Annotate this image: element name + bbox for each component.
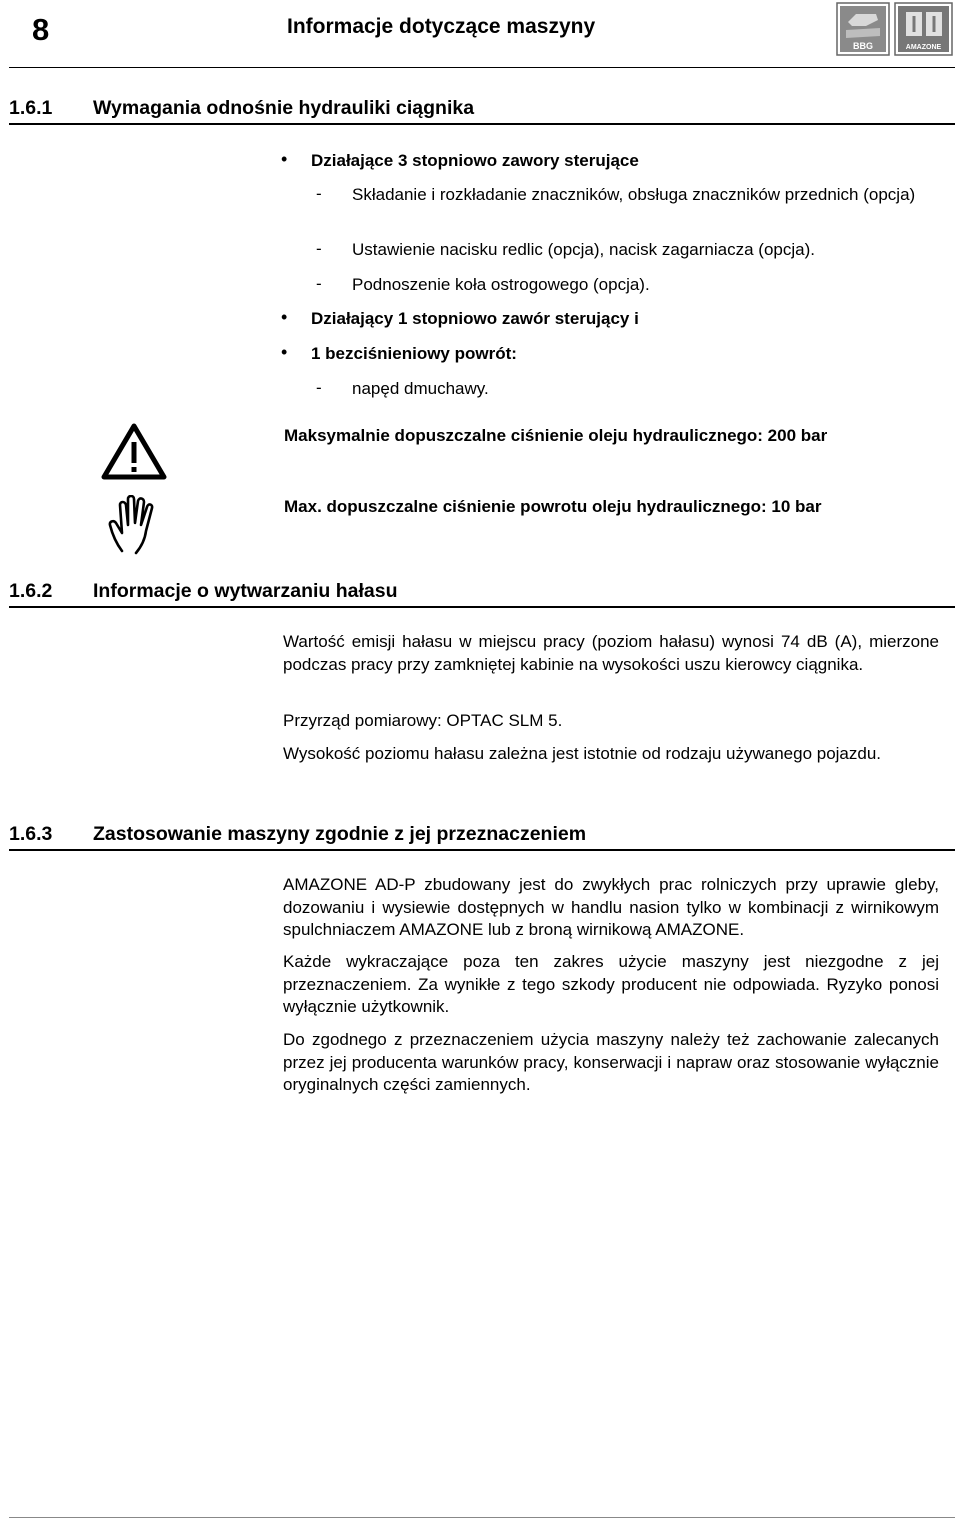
footer-rule [9,1517,955,1518]
sub-item-1: Składanie i rozkładanie znaczników, obsługa znaczników przednich (opcja) [352,185,916,204]
section-2-rule [9,606,955,608]
usage-paragraph-3: Do zgodnego z przeznaczeniem użycia maszyny należy też zachowanie zalecanych przez jej producenta warunków pracy, konserwacji i napraw oraz stosowanie wyłącznie oryginalnych części zamiennych. [283,1030,939,1094]
bullet-item-2: Działający 1 stopniowo zawór sterujący i [311,309,639,328]
section-2-number: 1.6.2 [9,580,53,602]
amazone-logo [895,3,952,55]
bullet-icon: • [281,307,288,327]
usage-paragraph-2: Każde wykraczające poza ten zakres użycie maszyny jest niezgodne z jej przeznaczeniem. Za wynikłe z tego szkody producent nie odpowiada. Ryzyko ponosi wyłącznie użytkownik. [283,952,939,1016]
hand-icon [108,495,162,555]
bullet-icon: • [281,342,288,362]
section-3-number: 1.6.3 [9,823,53,845]
sub-item-3: Podnoszenie koła ostrogowego (opcja). [352,275,650,294]
usage-paragraph-1: AMAZONE AD-P zbudowany jest do zwykłych prac rolniczych przy uprawie gleby, dozowaniu i wysiewie dostępnych w handlu nasion tylko w kombinacji z wirnikowym spulchniaczem AMAZONE lub z broną wirnikową AMAZONE. [283,875,939,939]
warning-triangle-icon [101,423,167,480]
noise-paragraph-3: Wysokość poziomu hałasu zależna jest istotnie od rodzaju używanego pojazdu. [283,744,882,763]
noise-paragraph-1: Wartość emisji hałasu w miejscu pracy (poziom hałasu) wynosi 74 dB (A), mierzone podczas pracy przy zamkniętej kabinie na wysokości uszu kierowcy ciągnika. [283,632,939,674]
section-3-rule [9,849,955,851]
dash-marker: - [316,274,322,293]
dash-marker: - [316,239,322,258]
header-title: Informacje dotyczące maszyny [287,15,596,38]
sub-item-2: Ustawienie nacisku redlic (opcja), nacisk zagarniacza (opcja). [352,240,815,259]
section-1-number: 1.6.1 [9,97,53,119]
notice-text: Max. dopuszczalne ciśnienie powrotu oleju hydraulicznego: 10 bar [284,497,822,516]
amazone-logo-text: AMAZONE [905,44,942,51]
dash-marker: - [316,184,322,203]
noise-paragraph-2: Przyrząd pomiarowy: OPTAC SLM 5. [283,711,563,730]
bbg-logo [837,3,889,55]
bullet-item-1: Działające 3 stopniowo zawory sterujące [311,151,639,170]
section-1-rule [9,123,955,125]
section-2-title: Informacje o wytwarzaniu hałasu [93,580,398,602]
bullet-icon: • [281,149,288,169]
sub-item-4: napęd dmuchawy. [352,379,489,398]
dash-marker: - [316,378,322,397]
warning-text: Maksymalnie dopuszczalne ciśnienie oleju hydraulicznego: 200 bar [284,426,828,445]
page-number: 8 [32,12,50,47]
bullet-item-3: 1 bezciśnieniowy powrót: [311,344,517,363]
section-3-title: Zastosowanie maszyny zgodnie z jej przeznaczeniem [93,823,587,845]
header-rule [9,67,955,68]
brand-logos [836,2,956,58]
section-1-title: Wymagania odnośnie hydrauliki ciągnika [93,97,475,119]
bbg-logo-text: BBG [853,41,873,51]
logo-group [836,2,956,63]
